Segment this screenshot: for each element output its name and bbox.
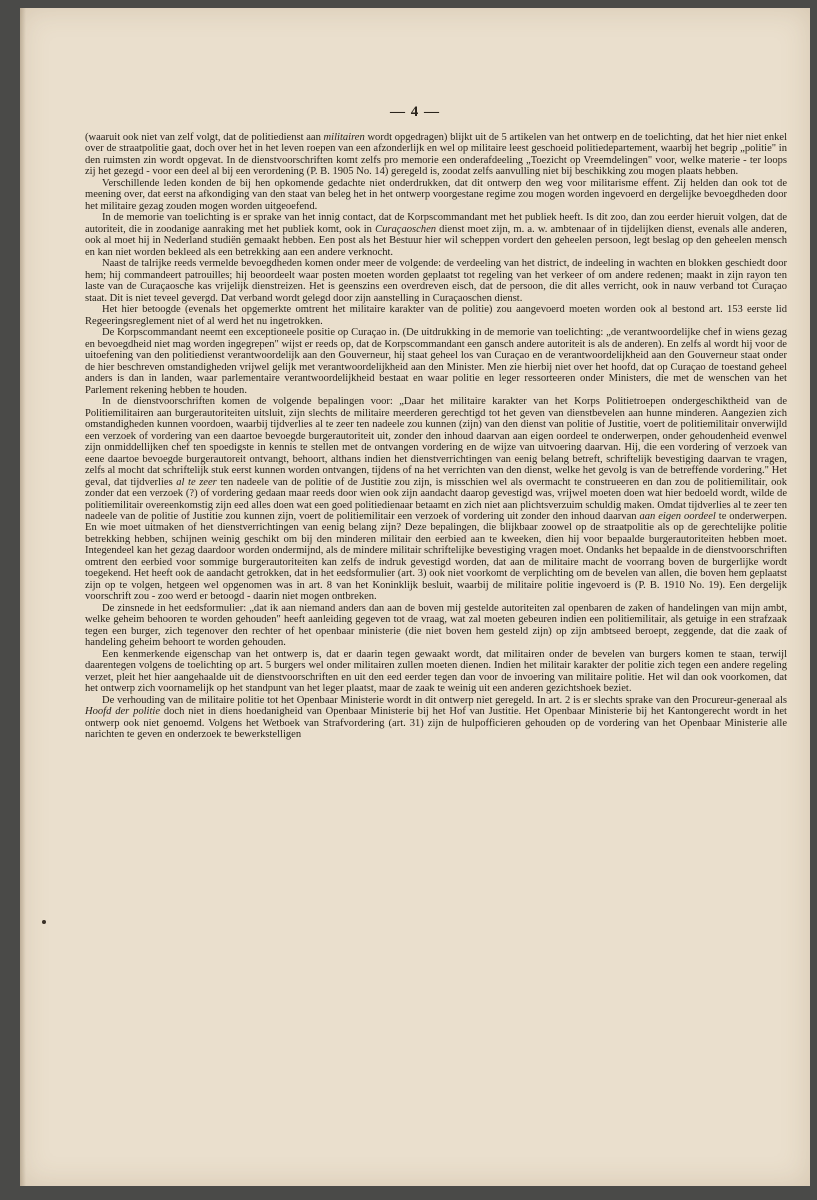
- paragraph: De Korpscommandant neemt een exceptioneele positie op Curaçao in. (De uitdrukking in de memorie van toelichting: „de verantwoordelijke chef in wiens gezag en bevoegdheid niet mag worden ingegrepen" wijst er reeds op, dat de Korpscommandant een gansch andere autoriteit is als de anderen). En zelfs al wordt hij voor de uitoefening van den politiedienst verantwoordelijk aan den Gouverneur, hij staat geheel los van Curaçao en de verantwoordelijkheid aan den Gouverneur staat onder de hier beschreven omstandigheden vrijwel gelijk met verantwoordelijkheid aan den Minister. Men zie hierbij niet over het hoofd, dat op Curaçao de toestand geheel anders is dan in landen, waar parlementaire verantwoordelijkheid bestaat en waar politie en leger ressorteeren onder Ministers, die met de wenschen van het Parlement rekening hebben te houden.: [85, 327, 787, 396]
- paragraph: Verschillende leden konden de bij hen opkomende gedachte niet onderdrukken, dat dit ontwerp den weg voor militarisme effent. Zij helden dan ook tot de meening over, dat eerst na afkondiging van den staat van beleg het in het ontwerp voorgestane regime zou mogen worden ingevoerd en dergelijke bevoegdheden door het militaire gezag zouden mogen worden uitgeoefend.: [85, 177, 787, 212]
- paragraph: In de memorie van toelichting is er sprake van het innig contact, dat de Korpscommandant met het publiek heeft. Is dit zoo, dan zou eerder hieruit volgen, dat de autoriteit, die in zoodanige aanraking met het publiek komt, ook in Curaçaoschen dienst moet zijn, m. a. w. ambtenaar of in tijdelijken dienst, evenals alle anderen, ook al moet hij in Nederland studiën gemaakt hebben. Een post als het Bestuur hier wil scheppen vordert den geheelen persoon, legt beslag op den geheelen mensch en kan niet worden bekleed als een betrekking aan een andere verknocht.: [85, 212, 787, 258]
- paragraph: Het hier betoogde (evenals het opgemerkte omtrent het militaire karakter van de politie) zou aangevoerd moeten worden ook al bestond art. 153 eerste lid Regeeringsreglement niet of al werd het nu ingetrokken.: [85, 304, 787, 327]
- paragraph: Naast de talrijke reeds vermelde bevoegdheden komen onder meer de volgende: de verdeeling van het district, de indeeling in wachten en blokken geschiedt door hem; hij commandeert patrouilles; hij beoordeelt waar posten moeten worden geplaatst tot regeling van het verkeer of om andere redenen; maakt in zijn rayon ten laste van de Curaçaosche kas vrijelijk dienstreizen. Het is geenszins een overdreven eisch, dat de persoon, die dit alles verricht, ook in nauw verband tot Curaçao staat. Dit is niet teveel gevergd. Dat verband wordt gelegd door zijn aanstelling in Curaçaoschen dienst.: [85, 258, 787, 304]
- paragraph: (waaruit ook niet van zelf volgt, dat de politiedienst aan militairen wordt opgedragen) blijkt uit de 5 artikelen van het ontwerp en de toelichting, dat het hier niet enkel over de straatpolitie gaat, doch over het in het leven roepen van een afzonderlijk en wel op militaire leest geschoeid politiedepartement, waarbij het begrip „politie" in den ruimsten zin wordt opgevat. In de dienstvoorschriften komt zelfs pro memorie een onderafdeeling „Toezicht op Vreemdelingen" voor, welke materie - ter loops zij het gezegd - voor een deel al bij een verordening (P. B. 1905 No. 14) geregeld is, zoodat zelfs aanvulling niet bij beschikking zou mogen plaats hebben.: [85, 132, 787, 178]
- body-text: [85, 132, 787, 741]
- emphasized-term: militairen: [323, 132, 365, 143]
- paragraph: Een kenmerkende eigenschap van het ontwerp is, dat er daarin tegen gewaakt wordt, dat militairen onder de bevelen van burgers komen te staan, terwijl daarentegen volgens de toelichting op art. 5 burgers wel onder militairen zullen moeten dienen. Indien het militair karakter der politie zich tegen een andere regeling verzet, pleit het hier aangehaalde uit de dienstvoorschriften en uit den eed eerder tegen dan voor de invoering van militaire politie. Het wil dan ook voorkomen, dat het ontwerp zich voornamelijk op het standpunt van het leger plaatst, maar de zaak te weinig uit een anderen gezichtshoek beziet.: [85, 648, 787, 695]
- paragraph: In de dienstvoorschriften komen de volgende bepalingen voor: „Daar het militaire karakter van het Korps Politietroepen ondergeschiktheid van de Politiemilitairen aan burgerautoriteiten uitsluit, zijn slechts de militaire meerderen gerechtigd tot het geven van dienstbevelen aan hunne minderen. Aangezien zich omstandigheden kunnen voordoen, waarbij tijdverlies al te zeer ten nadeele zou kunnen (zijn) van den dienst van politie of Justitie, voert de politiemilitair onverwijld een verzoek of vordering van een daartoe bevoegde burgerautoriteit uit, zonder den inhoud daarvan aan eigen oordeel te onderwerpen, onder gehoudenheid evenwel zijn onmiddellijken chef ten spoedigste in kennis te stellen met de ontvangen vordering en de wijze van uitvoering daarvan. Hij, die een vordering of verzoek van eene daartoe bevoegde burgerautoreit ontvangt, behoort, althans indien het dienstverrichtingen van eenig belang betreft, schriftelijk bevestiging daarvan te vragen, zelfs al mocht dat schriftelijk stuk eerst kunnen worden ontvangen, tijdens of na het verrichten van den dienst, welke het gevolg is van de betreffende vordering." Het geval, dat tijdverlies al te zeer ten nadeele van de politie of de Justitie zou zijn, is misschien wel als overmacht te construeeren en dan zou de politiemilitair, ook zonder dat een verzoek (?) of vordering gedaan maar reeds door wien ook zijn aandacht daarop gevestigd was, vrijwel moeten doen wat hier bedoeld wordt, wilde de politiemilitair overeenkomstig zijn eed alles doen wat een goed politiedienaar betaamt en zich niet aan plichtsverzuim schuldig maken. Omdat tijdverlies al te zeer ten nadeele van de politie of Justitie zou kunnen zijn, voert de politiemilitair een verzoek of vordering uit zonder den inhoud daarvan aan eigen oordeel te onderwerpen. En wie moet uitmaken of het dienstverrichtingen van eenig belang zijn? Deze bepalingen, die blijkbaar zoowel op de straatpolitie als op de gerechtelijke politie betrekking hebben, schijnen weinig geschikt om bij den minderen militair den eerbied aan te kweeken, dien hij voor bepaalde burgerautoriteiten hebben moet. Integendeel kan het gezag daardoor worden ondermijnd, als de mindere militair schriftelijke bevestiging vragen moet. Ondanks het bepaalde in de dienstvoorschriften omtrent den eerbied voor sommige burgerautoriteiten kan zelfs de indruk gevestigd worden, dat aan de militaire macht de voorrang boven de burgerlijke wordt toegekend. Het heeft ook de aandacht getrokken, dat in het eedsformulier (art. 3) ook niet voorkomt de verplichting om de bevelen van allen, die boven hem geplaatst zijn op te volgen, hetgeen wel opgenomen was in art. 8 van het Koninklijk besluit, waarbij de militaire politie ingevoerd is (P. B. 1910 No. 19). Een dergelijk voorschrift zou - zoo werd er betoogd - daarin niet mogen ontbreken.: [85, 396, 787, 603]
- page-edge-shadow: [20, 8, 26, 1186]
- page-number: — 4 —: [390, 104, 440, 120]
- emphasized-term: al te zeer: [176, 476, 217, 488]
- document-page: [20, 8, 810, 1186]
- paragraph: De zinsnede in het eedsformulier: „dat ik aan niemand anders dan aan de boven mij gestelde autoriteiten zal openbaren de zaken of handelingen van mijn ambt, welke geheim behooren te worden gehouden" heeft aanleiding gegeven tot de vraag, wat zal moeten gebeuren indien een politiemilitair, als getuige in een strafzaak tegen een burger, zich tegenover den rechter of het openbaar ministerie (die niet boven hem gesteld zijn) op zijn ambtseed beroept, zeggende, dat die zaak of handeling geheim behoort te worden gehouden.: [85, 602, 787, 649]
- emphasized-term: Curaçaoschen: [375, 223, 437, 235]
- emphasized-term: Hoofd der politie: [85, 706, 161, 718]
- paragraph: De verhouding van de militaire politie tot het Openbaar Ministerie wordt in dit ontwerp niet geregeld. In art. 2 is er slechts sprake van den Procureur-generaal als Hoofd der politie doch niet in diens hoedanigheid van Openbaar Ministerie bij het Hof van Justitie. Het Openbaar Ministerie bij het Kantongerecht wordt in het ontwerp ook niet genoemd. Volgens het Wetboek van Strafvordering (art. 31) zijn de hulpofficieren gehouden op de vordering van het Openbaar Ministerie alle narichten te geven en onderzoek te bewerkstelligen: [85, 694, 787, 741]
- margin-dot: [42, 920, 46, 924]
- emphasized-term: aan eigen oordeel: [639, 510, 716, 522]
